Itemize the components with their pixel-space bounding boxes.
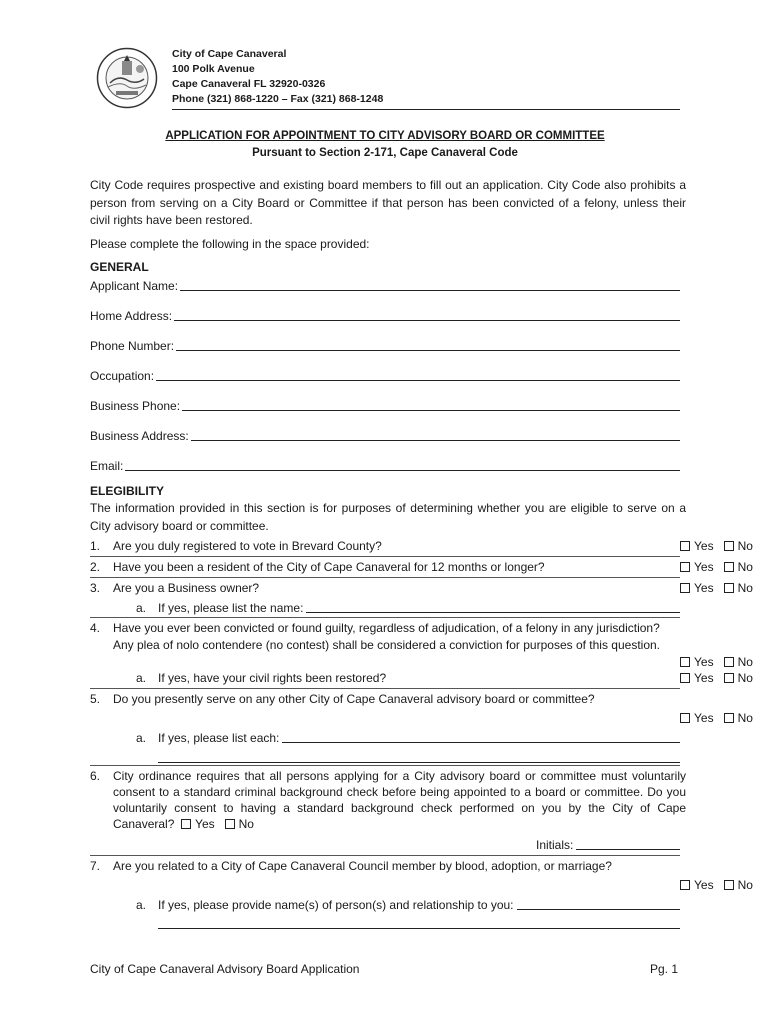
q7a-number: a. (136, 898, 147, 912)
instruction-text: Please complete the following in the space provided: (90, 237, 370, 251)
intro-paragraph: City Code requires prospective and existing board members to fill out an application. City Code also prohibits a person from serving on a City Board or Committee if that person has been convicted of a felony, unless their civil rights have been restored. (90, 178, 686, 227)
city-seal (96, 47, 158, 109)
business-name-line[interactable] (306, 612, 680, 613)
relative-line-2[interactable] (158, 928, 680, 929)
relative-line-1[interactable] (517, 909, 680, 910)
occupation-line[interactable] (156, 380, 680, 381)
org-phone-fax: Phone (321) 868-1220 – Fax (321) 868-1248 (172, 93, 384, 105)
q3-yes-label: Yes (694, 581, 714, 595)
question-1 (90, 538, 753, 554)
applicant-name-field[interactable] (90, 277, 680, 293)
question-4-answer (90, 654, 753, 670)
occupation-field[interactable] (90, 367, 680, 383)
q2-text: Have you been a resident of the City of Cape Canaveral for 12 months or longer? (113, 560, 545, 574)
question-3a (136, 599, 680, 615)
eligibility-intro: The information provided in this section is for purposes of determining whether you are eligible to serve on a City advisory board or committee. (90, 501, 686, 533)
business-address-field[interactable] (90, 427, 680, 443)
q3-number: 3. (90, 581, 101, 595)
home-address-label: Home Address: (90, 309, 173, 323)
q6-yes-checkbox[interactable] (181, 819, 191, 829)
q4-no-checkbox[interactable] (724, 657, 734, 667)
q2-yes-no (680, 559, 753, 575)
form-subtitle: Pursuant to Section 2-171, Cape Canaveral Code (252, 147, 518, 159)
applicant-name-label: Applicant Name: (90, 279, 179, 293)
q6-no-checkbox[interactable] (225, 819, 235, 829)
q7-yes-no (680, 877, 753, 893)
q4a-yes-no (680, 670, 753, 686)
email-field[interactable] (90, 457, 680, 473)
initials-label: Initials: (536, 838, 574, 852)
divider (90, 765, 680, 766)
question-5 (90, 691, 686, 707)
q1-yes-label: Yes (694, 539, 714, 553)
divider (90, 855, 680, 856)
q3-yes-checkbox[interactable] (680, 583, 690, 593)
q1-number: 1. (90, 539, 101, 553)
question-3 (90, 580, 753, 596)
q5a-number: a. (136, 731, 147, 745)
q4a-no-label: No (737, 671, 753, 685)
general-heading: GENERAL (90, 260, 149, 274)
q2-yes-label: Yes (694, 560, 714, 574)
question-7a (136, 896, 680, 912)
question-6 (90, 768, 686, 832)
q3-no-checkbox[interactable] (724, 583, 734, 593)
q7-number: 7. (90, 859, 101, 873)
footer-title: City of Cape Canaveral Advisory Board Application (90, 962, 360, 976)
phone-number-line[interactable] (176, 350, 680, 351)
business-phone-field[interactable] (90, 397, 680, 413)
form-title: APPLICATION FOR APPOINTMENT TO CITY ADVISORY BOARD OR COMMITTEE (165, 130, 605, 142)
eligibility-heading: ELEGIBILITY (90, 484, 165, 498)
q5-yes-checkbox[interactable] (680, 713, 690, 723)
q1-yes-no (680, 538, 753, 554)
email-label: Email: (90, 459, 124, 473)
q2-no-label: No (737, 560, 753, 574)
boards-list-line-2[interactable] (158, 762, 680, 763)
q2-yes-checkbox[interactable] (680, 562, 690, 572)
org-name: City of Cape Canaveral (172, 48, 287, 60)
q5-yes-no (680, 710, 753, 726)
divider (90, 617, 680, 618)
q7-yes-checkbox[interactable] (680, 880, 690, 890)
home-address-line[interactable] (174, 320, 680, 321)
q7-no-checkbox[interactable] (724, 880, 734, 890)
q5-yes-label: Yes (694, 711, 714, 725)
occupation-label: Occupation: (90, 369, 155, 383)
question-2 (90, 559, 753, 575)
q4-text: Have you ever been convicted or found guilty, regardless of adjudication, of a felony in any jurisdiction? (113, 621, 660, 635)
question-5a (136, 729, 680, 745)
q7a-text: If yes, please provide name(s) of person(s) and relationship to you: (158, 898, 514, 912)
question-4a (90, 670, 753, 686)
org-city: Cape Canaveral FL 32920-0326 (172, 78, 326, 90)
q4a-no-checkbox[interactable] (724, 673, 734, 683)
email-line[interactable] (125, 470, 680, 471)
phone-number-field[interactable] (90, 337, 680, 353)
q4a-text: If yes, have your civil rights been restored? (158, 671, 387, 685)
q2-number: 2. (90, 560, 101, 574)
q5-no-checkbox[interactable] (724, 713, 734, 723)
q4-yes-checkbox[interactable] (680, 657, 690, 667)
q4a-yes-label: Yes (694, 671, 714, 685)
business-address-line[interactable] (191, 440, 680, 441)
question-4 (90, 620, 686, 654)
q1-text: Are you duly registered to vote in Brevard County? (113, 539, 382, 553)
q4a-number: a. (136, 671, 147, 685)
q4-number: 4. (90, 621, 101, 635)
org-street: 100 Polk Avenue (172, 63, 255, 75)
initials-line[interactable] (576, 849, 680, 850)
phone-number-label: Phone Number: (90, 339, 175, 353)
q5a-text: If yes, please list each: (158, 731, 280, 745)
q4-no-label: No (737, 655, 753, 669)
q3-no-label: No (737, 581, 753, 595)
q5-text: Do you presently serve on any other City of Cape Canaveral advisory board or committee? (113, 692, 595, 706)
q1-yes-checkbox[interactable] (680, 541, 690, 551)
header-rule (172, 109, 680, 110)
divider (90, 556, 680, 557)
question-7-answer (90, 877, 753, 893)
q7-no-label: No (737, 878, 753, 892)
home-address-field[interactable] (90, 307, 680, 323)
business-address-label: Business Address: (90, 429, 189, 443)
q7-text: Are you related to a City of Cape Canaveral Council member by blood, adoption, or marriage? (113, 859, 612, 873)
q3a-text: If yes, please list the name: (158, 601, 304, 615)
q3a-number: a. (136, 601, 147, 615)
question-7 (90, 858, 686, 874)
q6-number: 6. (90, 769, 101, 783)
q6-yes-label: Yes (195, 817, 215, 831)
business-phone-line[interactable] (182, 410, 680, 411)
applicant-name-line[interactable] (180, 290, 680, 291)
q4-yes-label: Yes (694, 655, 714, 669)
q2-no-checkbox[interactable] (724, 562, 734, 572)
q3-yes-no (680, 580, 753, 596)
q3-text: Are you a Business owner? (113, 581, 260, 595)
initials-field (536, 836, 680, 852)
q1-no-checkbox[interactable] (724, 541, 734, 551)
city-header (172, 47, 383, 107)
q4-yes-no (680, 654, 753, 670)
page-number: Pg. 1 (650, 962, 679, 976)
boards-list-line-1[interactable] (282, 742, 680, 743)
q7-yes-label: Yes (694, 878, 714, 892)
divider (90, 688, 680, 689)
divider (90, 577, 680, 578)
q6-no-label: No (238, 817, 254, 831)
q4-text-2: Any plea of nolo contendere (no contest) shall be considered a conviction for purposes of this question. (113, 638, 661, 652)
q1-no-label: No (737, 539, 753, 553)
q6-text: City ordinance requires that all persons applying for a City advisory board or committee must voluntarily consent to a standard criminal background check before being appointed to a board or committee. Do you voluntarily consent to having a standard background check performed on you by the City of Cape Canaveral? (113, 769, 686, 831)
q5-number: 5. (90, 692, 101, 706)
q5-no-label: No (737, 711, 753, 725)
business-phone-label: Business Phone: (90, 399, 181, 413)
q4a-yes-checkbox[interactable] (680, 673, 690, 683)
question-5-answer (90, 710, 753, 726)
